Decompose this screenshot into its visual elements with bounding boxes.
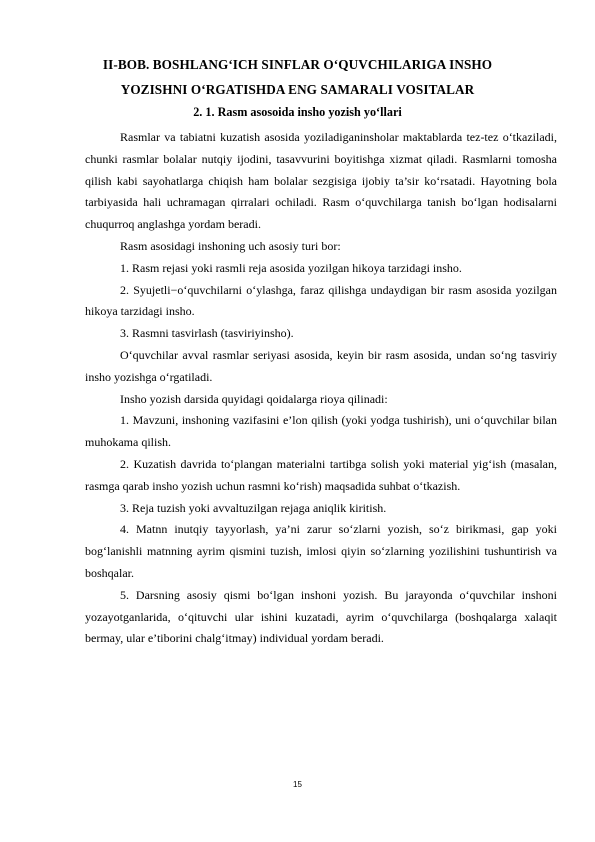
paragraph-rule-3: 3. Reja tuzish yoki avvaltuzilgan rejaga aniqlik kiritish. [120, 500, 387, 515]
paragraph-rule-4: 4. Matnn inutqiy tayyorlash, ya’ni zarur so‘zlarni yozish, so‘z birikmasi, gap yoki bog‘lanishli matnning ayrim qismini tuzish, imlosi qiyin so‘zlarning yozilishini tushuntirish va boshqalar. [85, 522, 557, 580]
paragraph-type-2: 2. Syujetli−o‘quvchilarni o‘ylashga, faraz qilishga undaydigan bir rasm asosida yozilgan hikoya tarzidagi insho. [85, 282, 557, 319]
paragraph-types-intro: Rasm asosidagi inshoning uch asosiy turi bor: [120, 238, 341, 253]
paragraph-rule-2: 2. Kuzatish davrida to‘plangan materialni tartibga solish yoki material yig‘ish (masalan, rasmga qarab insho yozish uchun rasmni ko‘rish) maqsadida suhbat o‘tkazish. [85, 456, 557, 493]
chapter-title-line-1: II-BOB. BOSHLANG‘ICH SINFLAR O‘QUVCHILARIGA INSHO [102, 57, 493, 72]
paragraph-rules-intro: Insho yozish darsida quyidagi qoidalarga rioya qilinadi: [120, 391, 388, 406]
paragraph-rule-5: 5. Darsning asosiy qismi bo‘lgan inshoni yozish. Bu jarayonda o‘quvchilar inshoni yozayotganlarida, o‘qituvchi ular ishini kuzatadi, ayrim o‘quvchilarga (boshqalarga xalaqit bermay, ular e’tiborini chalg‘itmay) individual yordam beradi. [85, 587, 557, 646]
paragraph-type-3: 3. Rasmni tasvirlash (tasviriyinsho). [120, 326, 294, 341]
page-number: 15 [293, 780, 302, 789]
paragraph-type-1: 1. Rasm rejasi yoki rasmli reja asosida yozilgan hikoya tarzidagi insho. [120, 260, 462, 275]
section-title: 2. 1. Rasm asosoida insho yozish yo‘llari [193, 105, 402, 119]
body-text [85, 127, 557, 650]
paragraph-intro: Rasmlar va tabiatni kuzatish asosida yoziladiganinsholar maktablarda tez-tez o‘tkaziladi, chunki rasmlar bolalar nutqiy ijodini, tasavvurini boyitishga xizmat qiladi. Rasmlarni tomosha qilish kabi sayohatlarga chiqish ham bolalar sezgisiga ijobiy ta’sir ko‘rsatadi. Hayotning bola tarbiyasida hali uchramagan qirralari ochiladi. Rasm o‘quvchilarga tanish bo‘lgan hodisalarni chuqurroq anglashga yordam beradi. [85, 130, 557, 232]
paragraph-rule-1: 1. Mavzuni, inshoning vazifasini e’lon qilish (yoki yodga tushirish), uni o‘quvchilar bilan muhokama qilish. [85, 413, 557, 450]
paragraph-sequence: O‘quvchilar avval rasmlar seriyasi asosida, keyin bir rasm asosida, undan so‘ng tasviriy insho yozishga o‘rgatiladi. [85, 347, 557, 384]
chapter-title-line-2: YOZISHNI O‘RGATISHDA ENG SAMARALI VOSITALAR [120, 82, 475, 97]
